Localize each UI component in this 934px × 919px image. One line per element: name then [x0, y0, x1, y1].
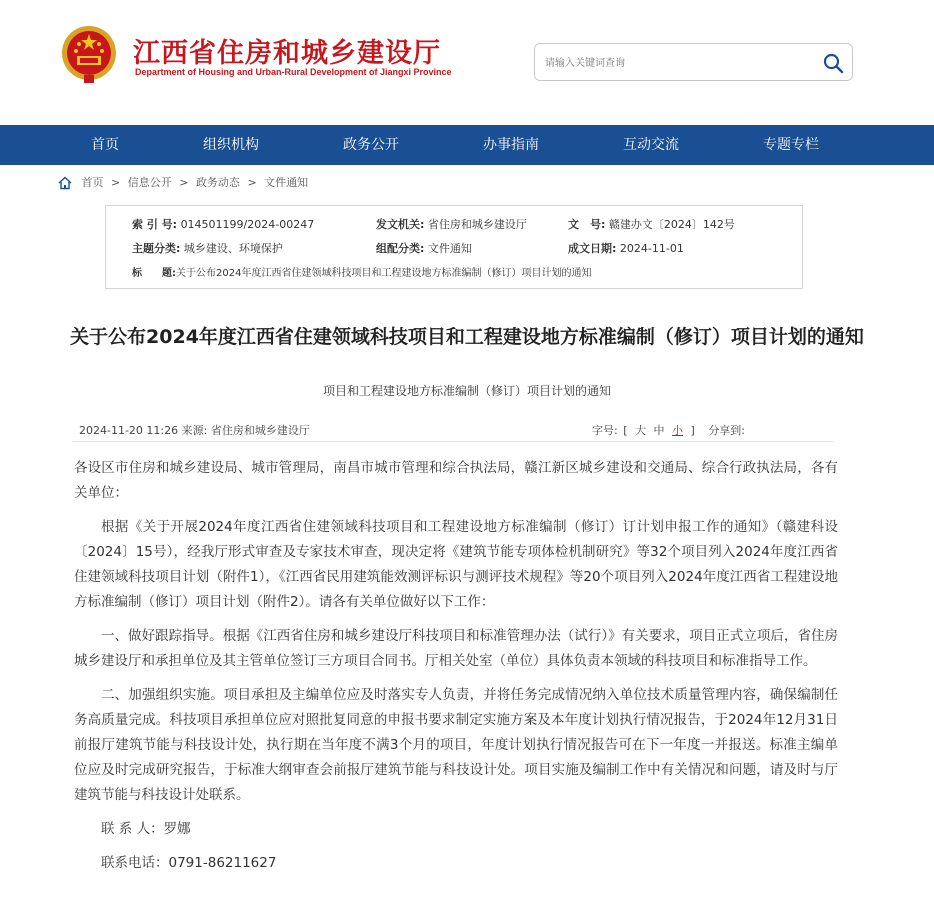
article-info [79, 422, 310, 438]
meta-category: 组配分类: 文件通知 [376, 242, 472, 255]
breadcrumb-home[interactable]: 首页 [81, 176, 104, 189]
paragraph-item-1: 一、做好跟踪指导。根据《江西省住房和城乡建设厅科技项目和标准管理办法（试行）》有关要求，项目正式立项后，省住房城乡建设厅和承担单位及其主管单位签订三方项目合同书。厅相关处室（单位）具体负责本领域的科技项目和标准指导工作。 [74, 628, 838, 669]
nav-item-government-affairs[interactable]: 政务公开 [343, 137, 399, 153]
search-box [534, 43, 853, 81]
font-size-bracket: [ [623, 424, 628, 437]
paragraph-salutation: 各设区市住房和城乡建设局、城市管理局，南昌市城市管理和综合执法局，赣江新区城乡建设和交通局、综合行政执法局，各有关单位： [74, 460, 838, 501]
breadcrumb-gov-news[interactable]: 政务动态 [195, 176, 240, 189]
home-icon[interactable] [58, 176, 72, 190]
font-size-bracket: ] [690, 424, 695, 437]
nav-item-special-topics[interactable]: 专题专栏 [763, 137, 819, 153]
breadcrumb-separator: > [111, 176, 121, 189]
main-nav [0, 125, 934, 165]
article-subtitle: 项目和工程建设地方标准编制（修订）项目计划的通知 [322, 384, 611, 398]
search-icon[interactable] [822, 52, 844, 74]
site-subtitle: Department of Housing and Urban-Rural Development of Jiangxi Province [135, 67, 452, 77]
source-value: 省住房和城乡建设厅 [210, 424, 310, 437]
font-size-label: 字号: [592, 424, 618, 437]
breadcrumb-separator: > [247, 176, 257, 189]
breadcrumb-separator: > [179, 176, 189, 189]
meta-issuer: 发文机关: 省住房和城乡建设厅 [376, 218, 527, 231]
nav-item-home[interactable]: 首页 [91, 137, 119, 153]
nav-item-service-guide[interactable]: 办事指南 [483, 137, 539, 153]
source-label: 来源: [181, 424, 208, 437]
font-size-large-button[interactable]: 大 [635, 424, 647, 437]
meta-docno: 文 号: 赣建办文〔2024〕142号 [568, 218, 735, 231]
share-label: 分享到: [708, 424, 746, 437]
paragraph-intro: 根据《关于开展2024年度江西省住建领域科技项目和工程建设地方标准编制（修订）订计划申报工作的通知》（赣建科设〔2024〕15号），经我厅形式审查及专家技术审查，现决定将《建筑节能专项体检机制研究》等32个项目列入2024年度江西省住建领域科技项目计划（附件1），《江西省民用建筑能效测评标识与测评技术规程》等20个项目列入2024年度江西省工程建设地方标准编制（修订）项目计划（附件2）。请各有关单位做好以下工作： [74, 519, 838, 610]
font-size-small-button[interactable]: 小 [672, 424, 684, 437]
nav-item-interaction[interactable]: 互动交流 [623, 137, 679, 153]
meta-index: 索 引 号: 014501199/2024-00247 [132, 218, 315, 231]
divider [72, 441, 834, 442]
contact-person: 联 系 人：罗娜 [101, 821, 191, 837]
article-body [74, 456, 838, 885]
contact-phone: 联系电话：0791-86211627 [101, 855, 277, 871]
breadcrumb [58, 175, 308, 191]
meta-date: 成文日期: 2024-11-01 [568, 242, 684, 255]
meta-topic: 主题分类: 城乡建设、环境保护 [132, 242, 283, 255]
article-title: 关于公布2024年度江西省住建领域科技项目和工程建设地方标准编制（修订）项目计划的通知 [70, 326, 864, 348]
publish-time: 2024-11-20 11:26 [79, 424, 179, 437]
paragraph-item-2: 二、加强组织实施。项目承担及主编单位应及时落实专人负责，并将任务完成情况纳入单位技术质量管理内容，确保编制任务高质量完成。科技项目承担单位应对照批复同意的申报书要求制定实施方案及本年度计划执行情况报告，于2024年12月31日前报厅建筑节能与科技设计处，执行期在当年度不满3个月的项目，年度计划执行情况报告可在下一年度一并报送。标准主编单位应及时完成研究报告，于标准大纲审查会前报厅建筑节能与科技设计处。项目实施及编制工作中有关情况和问题，请及时与厅建筑节能与科技设计处联系。 [74, 687, 838, 803]
national-emblem-icon [60, 24, 118, 86]
breadcrumb-info-public[interactable]: 信息公开 [127, 176, 172, 189]
nav-item-organization[interactable]: 组织机构 [203, 137, 259, 153]
site-title[interactable]: 江西省住房和城乡建设厅 [133, 38, 441, 69]
document-metadata [105, 205, 803, 289]
search-input[interactable] [543, 53, 817, 73]
site-header [0, 0, 934, 125]
font-size-medium-button[interactable]: 中 [653, 424, 665, 437]
meta-title: 标 题:关于公布2024年度江西省住建领域科技项目和工程建设地方标准编制（修订）项目计划的通知 [132, 268, 592, 279]
breadcrumb-file-notice[interactable]: 文件通知 [264, 176, 309, 189]
article-tools [592, 422, 745, 438]
